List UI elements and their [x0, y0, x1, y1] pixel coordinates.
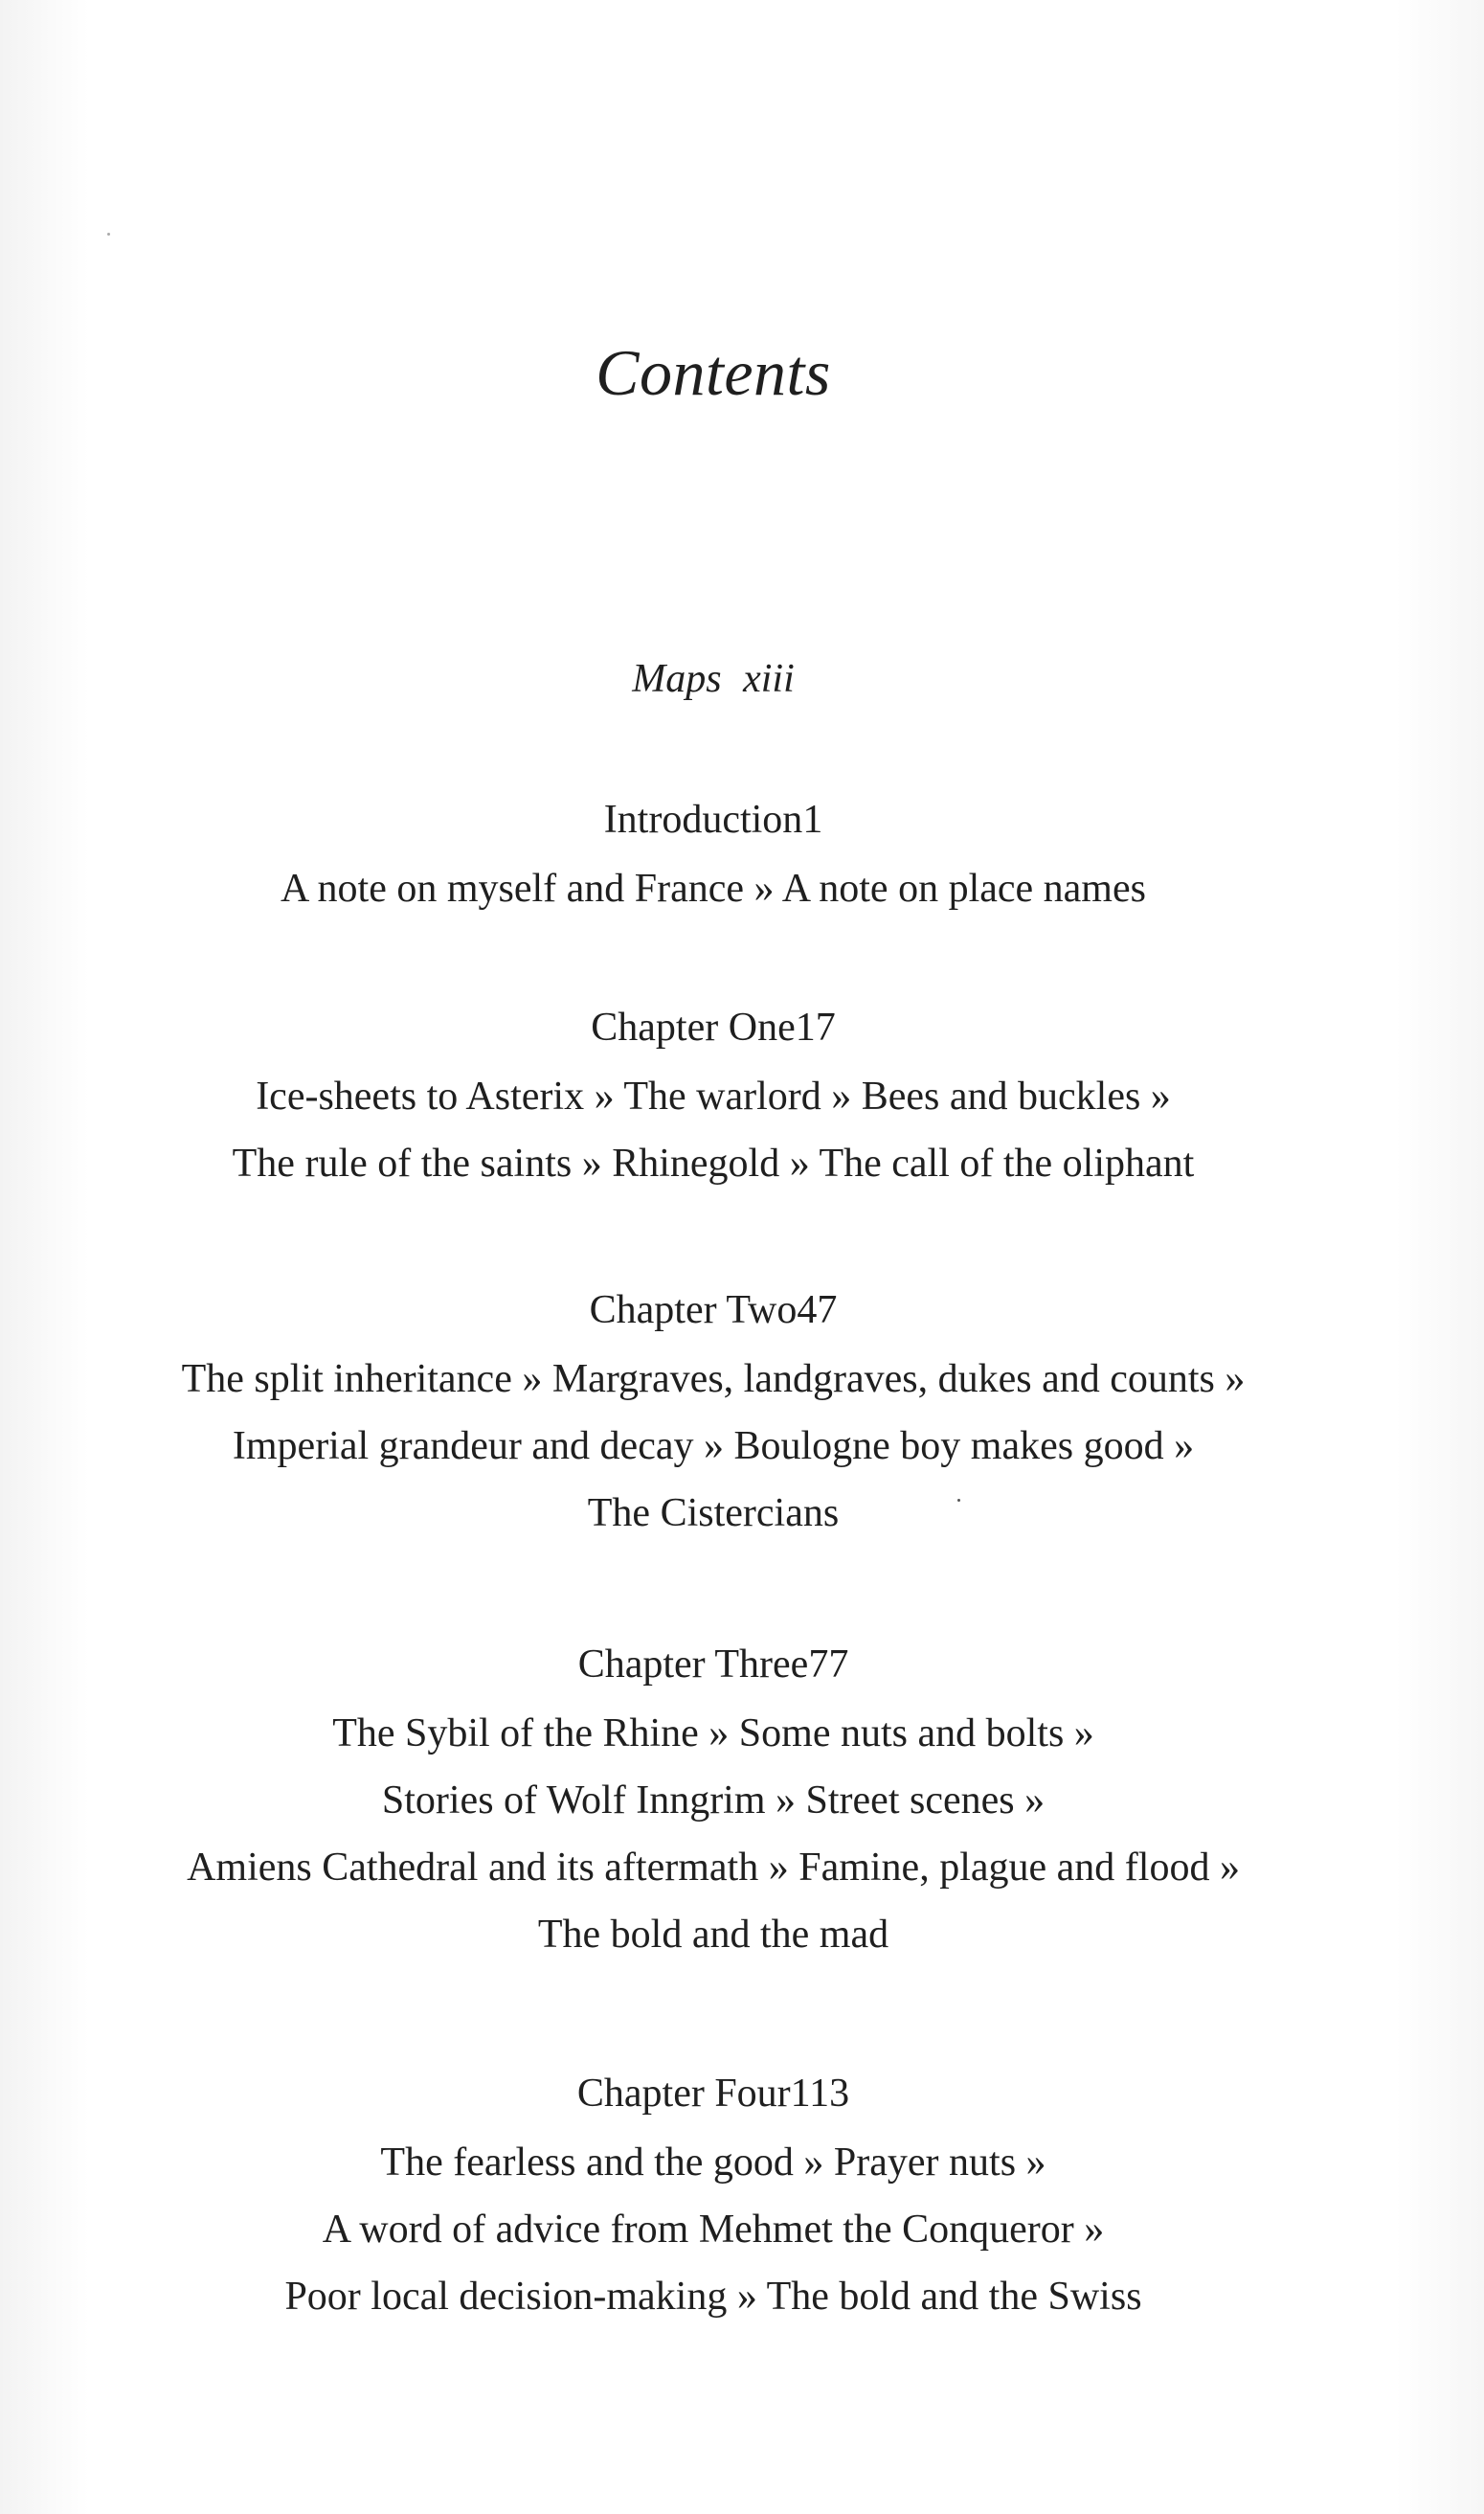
- chapter-three-line-4: The bold and the mad: [537, 1913, 889, 1957]
- chapter-four-page-number: 113: [790, 2072, 850, 2116]
- chapter-three-line-2: Stories of Wolf Inngrim » Street scenes »: [381, 1778, 1046, 1823]
- chapter-one-heading: Chapter One: [591, 1006, 796, 1050]
- toc-chapter-two: [0, 1290, 1427, 1533]
- chapter-two-page-number: 47: [797, 1288, 838, 1332]
- chapter-three-page-number: 77: [808, 1642, 849, 1687]
- chapter-four-line-2: A word of advice from Mehmet the Conqueror »: [322, 2208, 1105, 2252]
- chapter-two-heading: Chapter Two: [589, 1288, 798, 1332]
- toc-maps-entry: [0, 656, 1427, 702]
- chapter-four-line-1: The fearless and the good » Prayer nuts »: [380, 2140, 1046, 2185]
- toc-introduction: [0, 800, 1427, 909]
- chapter-four-heading: Chapter Four: [576, 2072, 791, 2116]
- chapter-three-line-1: The Sybil of the Rhine » Some nuts and bolts »: [332, 1711, 1094, 1755]
- toc-chapter-one: [0, 1008, 1427, 1184]
- chapter-three-line-3: Amiens Cathedral and its aftermath » Famine, plague and flood »: [187, 1846, 1240, 1890]
- chapter-one-line-2: The rule of the saints » Rhinegold » The call of the oliphant: [232, 1142, 1195, 1186]
- toc-chapter-four: [0, 2073, 1427, 2317]
- chapter-two-line-3: The Cistercians: [587, 1491, 840, 1535]
- chapter-one-page-number: 17: [795, 1006, 836, 1050]
- chapter-three-heading: Chapter Three: [577, 1642, 809, 1687]
- print-speck: [107, 233, 110, 236]
- introduction-line-1: A note on myself and France » A note on place names: [281, 867, 1146, 911]
- chapter-two-line-1: The split inheritance » Margraves, landgraves, dukes and counts »: [181, 1357, 1246, 1401]
- chapter-four-line-3: Poor local decision-making » The bold and the Swiss: [284, 2275, 1142, 2319]
- page-title: Contents: [596, 336, 831, 409]
- chapter-one-line-1: Ice-sheets to Asterix » The warlord » Bees and buckles »: [256, 1075, 1171, 1119]
- introduction-page-number: 1: [802, 798, 823, 842]
- chapter-two-line-2: Imperial grandeur and decay » Boulogne boy makes good »: [232, 1424, 1195, 1468]
- maps-label: Maps: [632, 657, 722, 701]
- introduction-heading: Introduction: [603, 798, 803, 842]
- toc-chapter-three: [0, 1644, 1427, 1955]
- print-speck: [957, 1499, 960, 1502]
- maps-page-number: xiii: [743, 657, 795, 701]
